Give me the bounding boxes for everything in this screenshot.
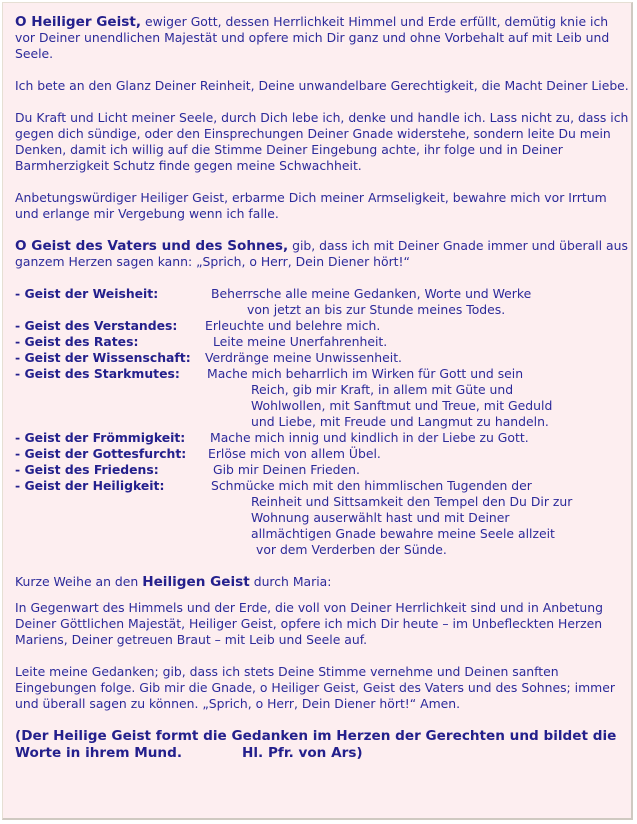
spirit-rest: gib, dass ich mit Deiner Gnade immer und überall aus ganzem Herzen sagen kann: „Sprich, o Herr, Dein Diener hört!“: [15, 238, 628, 269]
gift-label: - Geist des Friedens:: [15, 462, 159, 477]
gift-continuation: [15, 510, 629, 526]
gift-text-cont: von jetzt an bis zur Stunde meines Todes.: [247, 302, 506, 317]
paragraph-consecration: In Gegenwart des Himmels und der Erde, die voll von Deiner Herrlichkeit sind und in Anbetung Deiner Göttlichen Majestät, Heiliger Geist, opfere ich mich Dir heute – im Unbefleckten Herzen Mariens, Deiner getreuen Braut – mit Leib und Seele auf.: [15, 600, 604, 647]
gift-text-cont: Reich, gib mir Kraft, in allem mit Güte und: [251, 382, 514, 397]
gift-continuation: [15, 302, 629, 318]
gift-continuation: [15, 382, 629, 398]
gift-row: [15, 286, 629, 302]
gift-continuation: [15, 542, 629, 558]
gift-text: Leite meine Unerfahrenheit.: [213, 334, 388, 349]
gift-text: Schmücke mich mit den himmlischen Tugenden der: [211, 478, 532, 493]
gift-label: - Geist des Starkmutes:: [15, 366, 180, 381]
gift-row: [15, 318, 629, 334]
gift-continuation: [15, 494, 629, 510]
gift-row: [15, 350, 629, 366]
spirit-lead: O Geist des Vaters und des Sohnes,: [15, 238, 289, 254]
text-panel: [2, 2, 633, 820]
closing-attribution: Hl. Pfr. von Ars): [242, 745, 363, 761]
gift-label: - Geist der Frömmigkeit:: [15, 430, 186, 445]
closing-quote: [15, 728, 629, 762]
paragraph-mercy: Anbetungswürdiger Heiliger Geist, erbarme Dich meiner Armseligkeit, bewahre mich vor Irrtum und erlange mir Vergebung wenn ich falle.: [15, 190, 607, 221]
weihe-heading: [15, 574, 629, 590]
gift-row: [15, 462, 629, 478]
gifts-list: [15, 286, 629, 558]
weihe-heading-pre: Kurze Weihe an den: [15, 574, 143, 589]
prayer-text: [15, 14, 629, 762]
gift-text: Mache mich innig und kindlich in der Liebe zu Gott.: [210, 430, 529, 445]
paragraph-strength: Du Kraft und Licht meiner Seele, durch Dich lebe ich, denke und handle ich. Lass nicht zu, dass ich gegen dich sündige, oder den Einsprechungen Deiner Gnade widerstehe, sondern leite Du mein Denken, damit ich willig auf die Stimme Deiner Eingebung achte, ihr folge und in Deiner Barmherzigkeit Schutz finde gegen meine Schwachheit.: [15, 110, 629, 173]
gift-text: Beherrsche alle meine Gedanken, Worte und Werke: [211, 286, 532, 301]
intro-rest: ewiger Gott, dessen Herrlichkeit Himmel und Erde erfüllt, demütig knie ich vor Deiner unendlichen Majestät und opfere mich Dir ganz und ohne Vorbehalt auf mit Leib und Seele.: [15, 14, 610, 61]
gift-label: - Geist der Heiligkeit:: [15, 478, 165, 493]
gift-text: Erleuchte und belehre mich.: [205, 318, 381, 333]
gift-label: - Geist des Rates:: [15, 334, 139, 349]
gift-row: [15, 366, 629, 382]
gift-text-cont: Reinheit und Sittsamkeit den Tempel den Du Dir zur: [251, 494, 573, 509]
gift-row: [15, 334, 629, 350]
gift-row: [15, 446, 629, 462]
gift-row: [15, 478, 629, 494]
paragraph-guidance: Leite meine Gedanken; gib, dass ich stets Deine Stimme vernehme und Deinen sanften Eingebungen folge. Gib mir die Gnade, o Heiliger Geist, Geist des Vaters und des Sohnes; immer und überall sagen zu können. „Sprich, o Herr, Dein Diener hört!“ Amen.: [15, 664, 615, 711]
paragraph-intro: [15, 14, 629, 62]
gift-text: Verdränge meine Unwissenheit.: [205, 350, 402, 365]
gift-text-cont: vor dem Verderben der Sünde.: [256, 542, 447, 557]
gift-continuation: [15, 398, 629, 414]
gift-text: Mache mich beharrlich im Wirken für Gott und sein: [207, 366, 524, 381]
gift-label: - Geist der Gottesfurcht:: [15, 446, 187, 461]
gift-row: [15, 430, 629, 446]
gift-text: Erlöse mich von allem Übel.: [208, 446, 381, 461]
weihe-heading-post: durch Maria:: [249, 574, 332, 589]
gift-text-cont: Wohlwollen, mit Sanftmut und Treue, mit Geduld: [251, 398, 553, 413]
gift-text: Gib mir Deinen Frieden.: [213, 462, 360, 477]
gift-label: - Geist des Verstandes:: [15, 318, 178, 333]
gift-text-cont: allmächtigen Gnade bewahre meine Seele allzeit: [251, 526, 555, 541]
gift-text-cont: Wohnung auserwählt hast und mit Deiner: [251, 510, 510, 525]
gift-continuation: [15, 526, 629, 542]
closing-quote-text: (Der Heilige Geist formt die Gedanken im Herzen der Gerechten und bildet die Worte in ihrem Mund.: [15, 728, 617, 761]
gift-label: - Geist der Wissenschaft:: [15, 350, 191, 365]
intro-lead: O Heiliger Geist,: [15, 14, 142, 30]
paragraph-spirit-father-son: [15, 238, 629, 270]
paragraph-adoration: Ich bete an den Glanz Deiner Reinheit, Deine unwandelbare Gerechtigkeit, die Macht Deiner Liebe.: [15, 78, 629, 93]
gift-label: - Geist der Weisheit:: [15, 286, 159, 301]
weihe-heading-bold: Heiligen Geist: [142, 574, 250, 590]
gift-text-cont: und Liebe, mit Freude und Langmut zu handeln.: [251, 414, 549, 429]
gift-continuation: [15, 414, 629, 430]
